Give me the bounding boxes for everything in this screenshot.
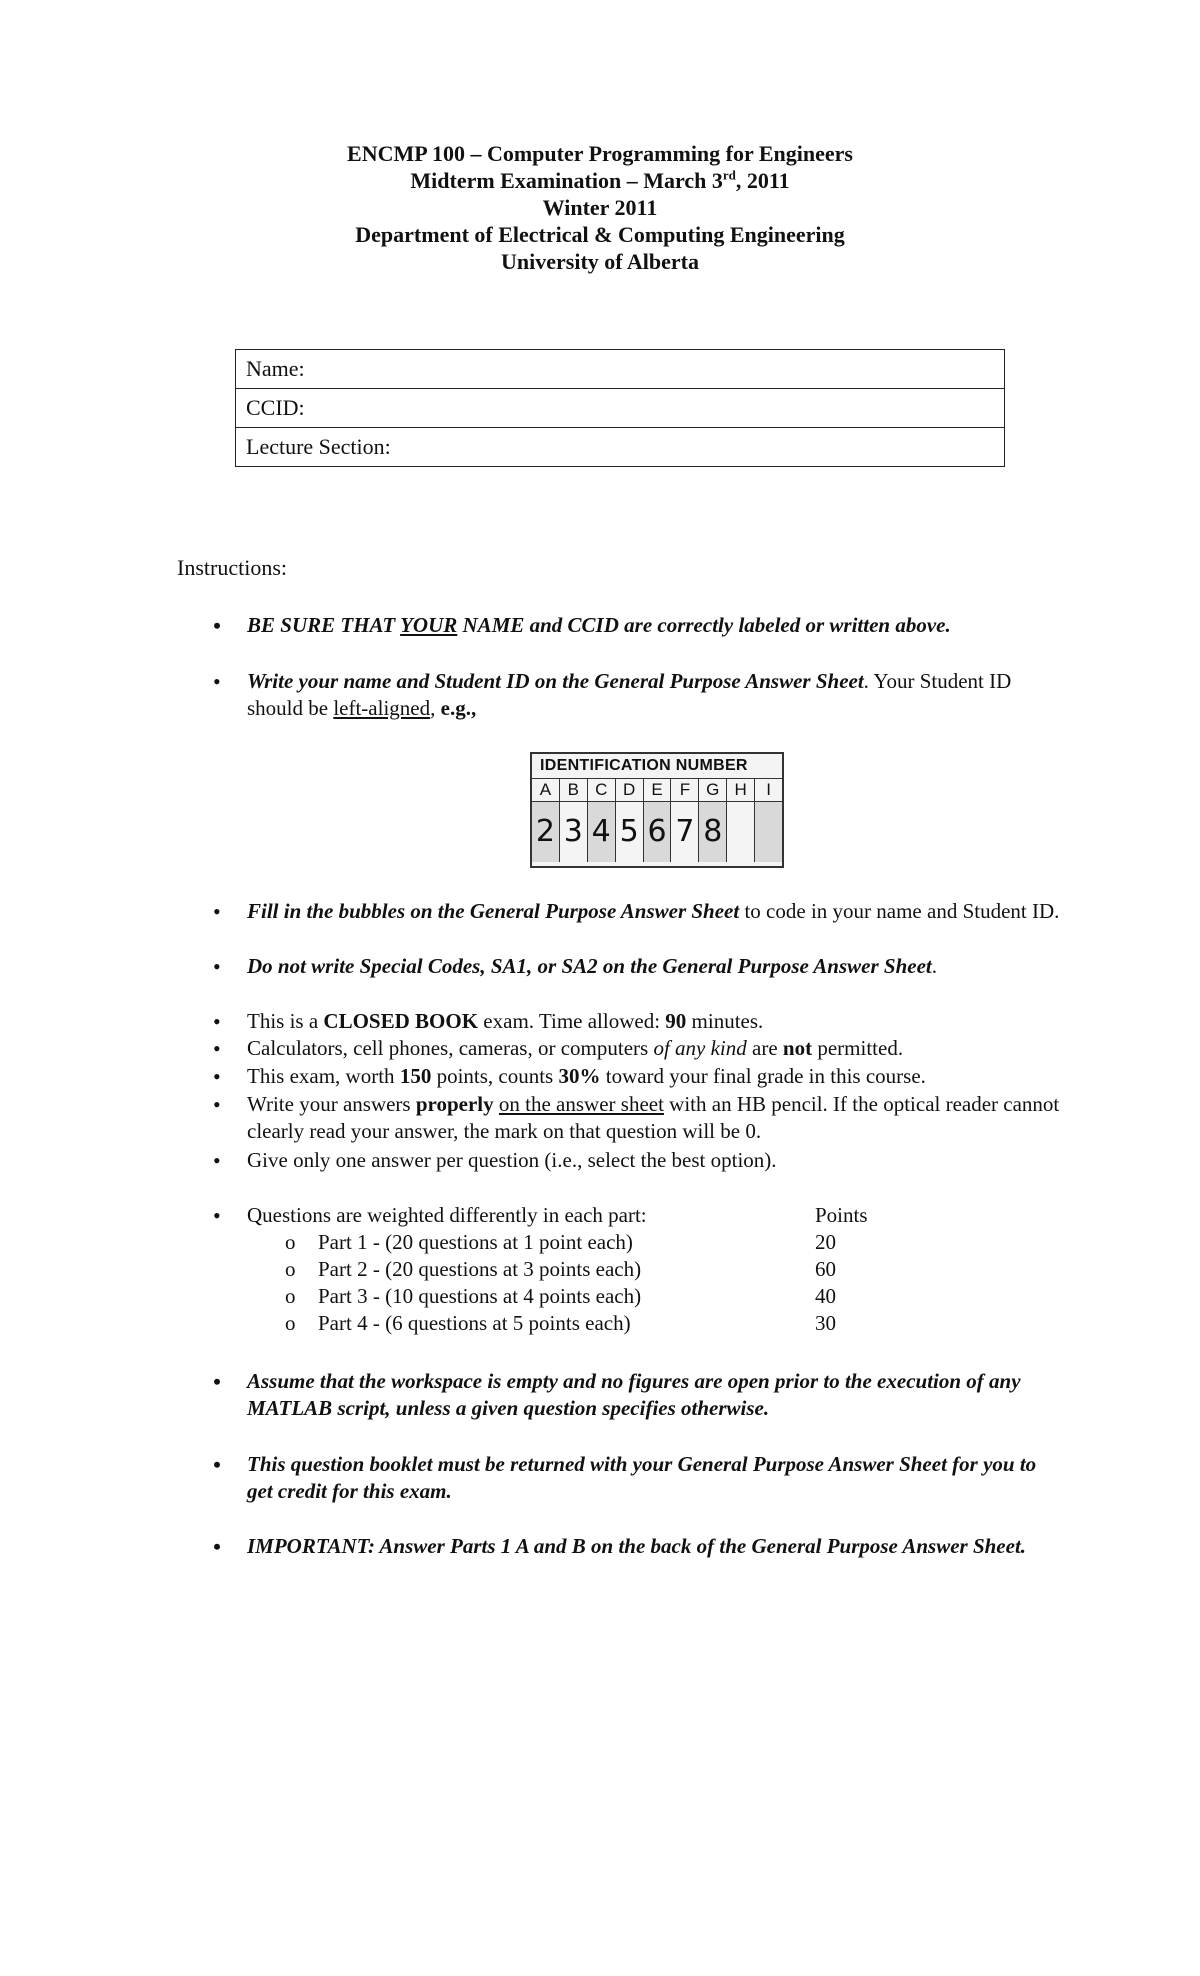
id-digit: 7 bbox=[671, 802, 699, 862]
university: University of Alberta bbox=[501, 249, 699, 274]
name-field[interactable]: Name: bbox=[236, 350, 1005, 389]
id-letter: C bbox=[588, 779, 616, 801]
id-letter: F bbox=[671, 779, 699, 801]
id-sample-title: IDENTIFICATION NUMBER bbox=[532, 754, 782, 779]
student-info-table bbox=[235, 349, 1005, 467]
instruction-worth: • This exam, worth 150 points, counts 30% toward your final grade in this course. bbox=[213, 1064, 926, 1089]
id-letter: E bbox=[644, 779, 672, 801]
instruction-name-check: • BE SURE THAT YOUR NAME and CCID are correctly labeled or written above. bbox=[213, 613, 951, 638]
instruction-one-answer: • Give only one answer per question (i.e., select the best option). bbox=[213, 1148, 777, 1173]
id-letter: B bbox=[560, 779, 588, 801]
instruction-answers: • Write your answers properly on the answer sheet with an HB pencil. If the optical reader cannot clearly read your answer, the mark on that question will be 0. bbox=[213, 1092, 1060, 1143]
term: Winter 2011 bbox=[542, 195, 658, 220]
instruction-important: • IMPORTANT: Answer Parts 1 A and B on the back of the General Purpose Answer Sheet. bbox=[213, 1534, 1027, 1559]
id-digit: 8 bbox=[699, 802, 727, 862]
id-sample-letters bbox=[532, 779, 782, 802]
id-letter: H bbox=[727, 779, 755, 801]
id-digit: 4 bbox=[588, 802, 616, 862]
id-digit: 5 bbox=[616, 802, 644, 862]
id-digit bbox=[755, 802, 782, 862]
instruction-workspace: • Assume that the workspace is empty and no figures are open prior to the execution of any MATLAB script, unless a given question specifies otherwise. bbox=[213, 1369, 1021, 1420]
department: Department of Electrical & Computing Engineering bbox=[355, 222, 845, 247]
lecture-section-field[interactable]: Lecture Section: bbox=[236, 428, 1005, 467]
exam-header bbox=[0, 140, 1200, 275]
points-heading: Points bbox=[815, 1203, 868, 1227]
instruction-student-id: • Write your name and Student ID on the General Purpose Answer Sheet. Your Student ID should be left-aligned, e.g., bbox=[213, 669, 1012, 720]
id-letter: I bbox=[766, 780, 771, 799]
instruction-weighting: • Questions are weighted differently in each part: Points bbox=[213, 1203, 868, 1228]
ccid-field[interactable]: CCID: bbox=[236, 389, 1005, 428]
id-sample-digits bbox=[532, 802, 782, 862]
id-digit bbox=[727, 802, 755, 862]
instruction-return-booklet: • This question booklet must be returned with your General Purpose Answer Sheet for you to get credit for this exam. bbox=[213, 1452, 1037, 1503]
instruction-special-codes: • Do not write Special Codes, SA1, or SA2 on the General Purpose Answer Sheet. bbox=[213, 954, 937, 979]
id-letter: A bbox=[532, 779, 560, 801]
id-digit: 3 bbox=[560, 802, 588, 862]
instruction-fill-bubbles: • Fill in the bubbles on the General Purpose Answer Sheet to code in your name and Student ID. bbox=[213, 899, 1060, 924]
instructions-heading: Instructions: bbox=[177, 555, 287, 580]
course-title: ENCMP 100 – Computer Programming for Engineers bbox=[347, 141, 853, 166]
exam-date: Midterm Examination – March 3rd, 2011 bbox=[410, 167, 790, 193]
id-letter: G bbox=[699, 779, 727, 801]
id-letter: D bbox=[616, 779, 644, 801]
instruction-devices: • Calculators, cell phones, cameras, or computers of any kind are not permitted. bbox=[213, 1036, 904, 1061]
instruction-closed-book: • This is a CLOSED BOOK exam. Time allowed: 90 minutes. bbox=[213, 1009, 764, 1034]
id-digit: 2 bbox=[532, 802, 560, 862]
id-digit: 6 bbox=[644, 802, 672, 862]
identification-number-sample bbox=[530, 752, 784, 868]
